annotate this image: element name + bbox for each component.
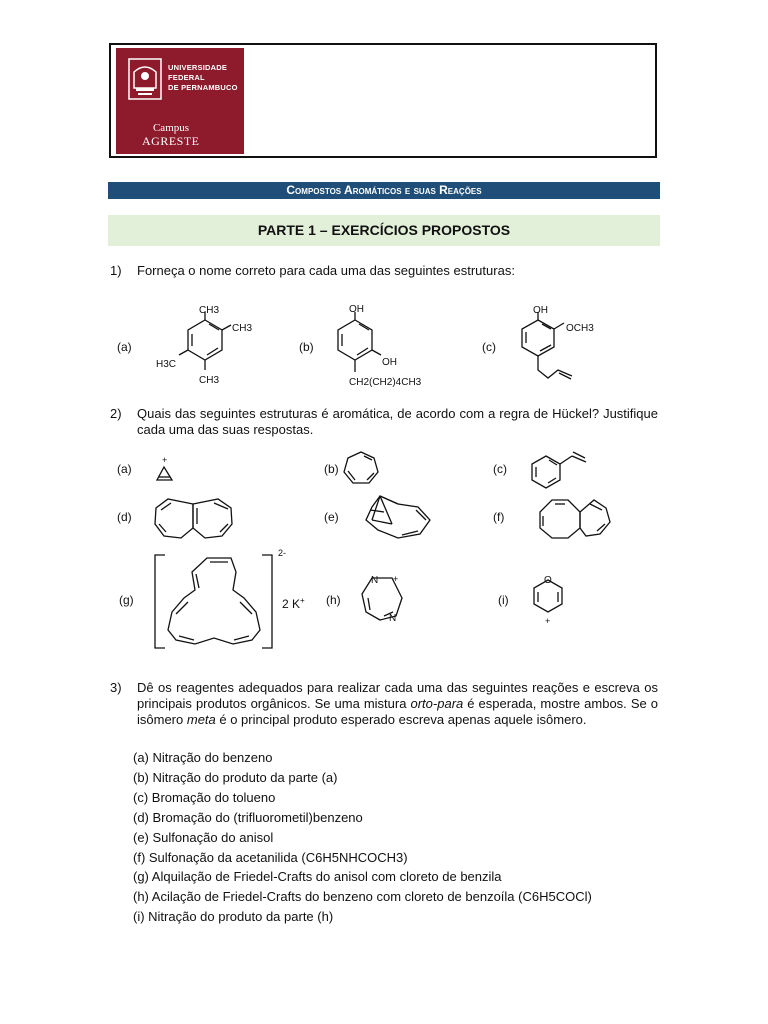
substituent-label: CH3: [199, 305, 220, 316]
question-number: 2): [110, 406, 122, 421]
atom-label: N: [371, 575, 379, 586]
counterion-label: 2 K+: [282, 596, 305, 611]
structure-label: (f): [493, 510, 505, 524]
structure-q1-a: [179, 312, 231, 370]
list-item: (h) Acilação de Friedel-Crafts do benzeno com cloreto de benzoíla (C6H5COCl): [133, 889, 592, 904]
atom-label: N: [389, 613, 397, 624]
charge-plus-icon: +: [162, 455, 168, 465]
substituent-label: OH: [349, 304, 364, 315]
structure-label: (c): [482, 340, 496, 354]
question-number: 3): [110, 680, 122, 695]
substituent-label: OCH3: [566, 323, 594, 334]
document-title: Compostos Aromáticos e suas Reações: [108, 182, 660, 199]
structure-q1-b: [338, 312, 381, 372]
substituent-label: CH2(CH2)4CH3: [349, 377, 422, 388]
structure-q2-b: [344, 452, 378, 483]
university-name: UNIVERSIDADE FEDERAL DE PERNAMBUCO: [168, 63, 238, 92]
part-title: PARTE 1 – EXERCÍCIOS PROPOSTOS: [108, 215, 660, 246]
substituent-label: OH: [533, 305, 548, 316]
structure-label: (a): [117, 340, 132, 354]
list-item: (g) Alquilação de Friedel-Crafts do anisol com cloreto de benzila: [133, 869, 502, 884]
list-item: (e) Sulfonação do anisol: [133, 830, 274, 845]
question-2: [110, 406, 660, 438]
list-item: (d) Bromação do (trifluorometil)benzeno: [133, 810, 363, 825]
structure-q1-c: [522, 312, 572, 379]
structure-label: (a): [117, 462, 132, 476]
structure-label: (c): [493, 462, 507, 476]
structure-q2-e: [366, 496, 430, 538]
structure-label: (d): [117, 510, 132, 524]
question-number: 1): [110, 263, 122, 278]
question-3: [110, 680, 660, 744]
structure-q2-a: [157, 467, 172, 480]
structure-label: (h): [326, 593, 341, 607]
charge-plus-icon: +: [393, 574, 399, 584]
structure-q2-d: [155, 499, 232, 538]
campus-name: AGRESTE: [142, 134, 200, 148]
charge-plus-icon: +: [545, 616, 551, 626]
question-text: Quais das seguintes estruturas é aromática, de acordo com a regra de Hückel? Justifique cada uma das suas respostas.: [137, 406, 658, 437]
substituent-label: H3C: [156, 359, 177, 370]
structure-label: (b): [299, 340, 314, 354]
list-item: (b) Nitração do produto da parte (a): [133, 770, 338, 785]
question-text: Forneça o nome correto para cada uma das seguintes estruturas:: [137, 263, 515, 278]
list-item: (f) Sulfonação da acetanilida (C6H5NHCOCH3): [133, 850, 408, 865]
list-item: (i) Nitração do produto da parte (h): [133, 909, 334, 924]
structure-q2-c: [532, 452, 586, 488]
substituent-label: OH: [382, 357, 397, 368]
substituent-label: CH3: [232, 323, 253, 334]
charge-label: 2-: [278, 548, 287, 558]
list-item: (a) Nitração do benzeno: [133, 750, 273, 765]
substituent-label: CH3: [199, 375, 220, 386]
structure-label: (e): [324, 510, 339, 524]
question-text: Dê os reagentes adequados para realizar cada uma das seguintes reações e escreva os principais produtos orgânicos. Se uma mistura orto-para é esperada, mostre ambos. Se o isômero meta é o principal produto esperado escreva apenas aquele isômero.: [137, 680, 658, 727]
structure-q2-g: [155, 555, 272, 648]
list-item: (c) Bromação do tolueno: [133, 790, 276, 805]
atom-label: O: [544, 575, 552, 586]
structure-label: (i): [498, 593, 509, 607]
structure-label: (g): [119, 593, 134, 607]
structure-label: (b): [324, 462, 339, 476]
structure-q2-f: [540, 500, 610, 538]
campus-label: Campus: [152, 122, 190, 134]
